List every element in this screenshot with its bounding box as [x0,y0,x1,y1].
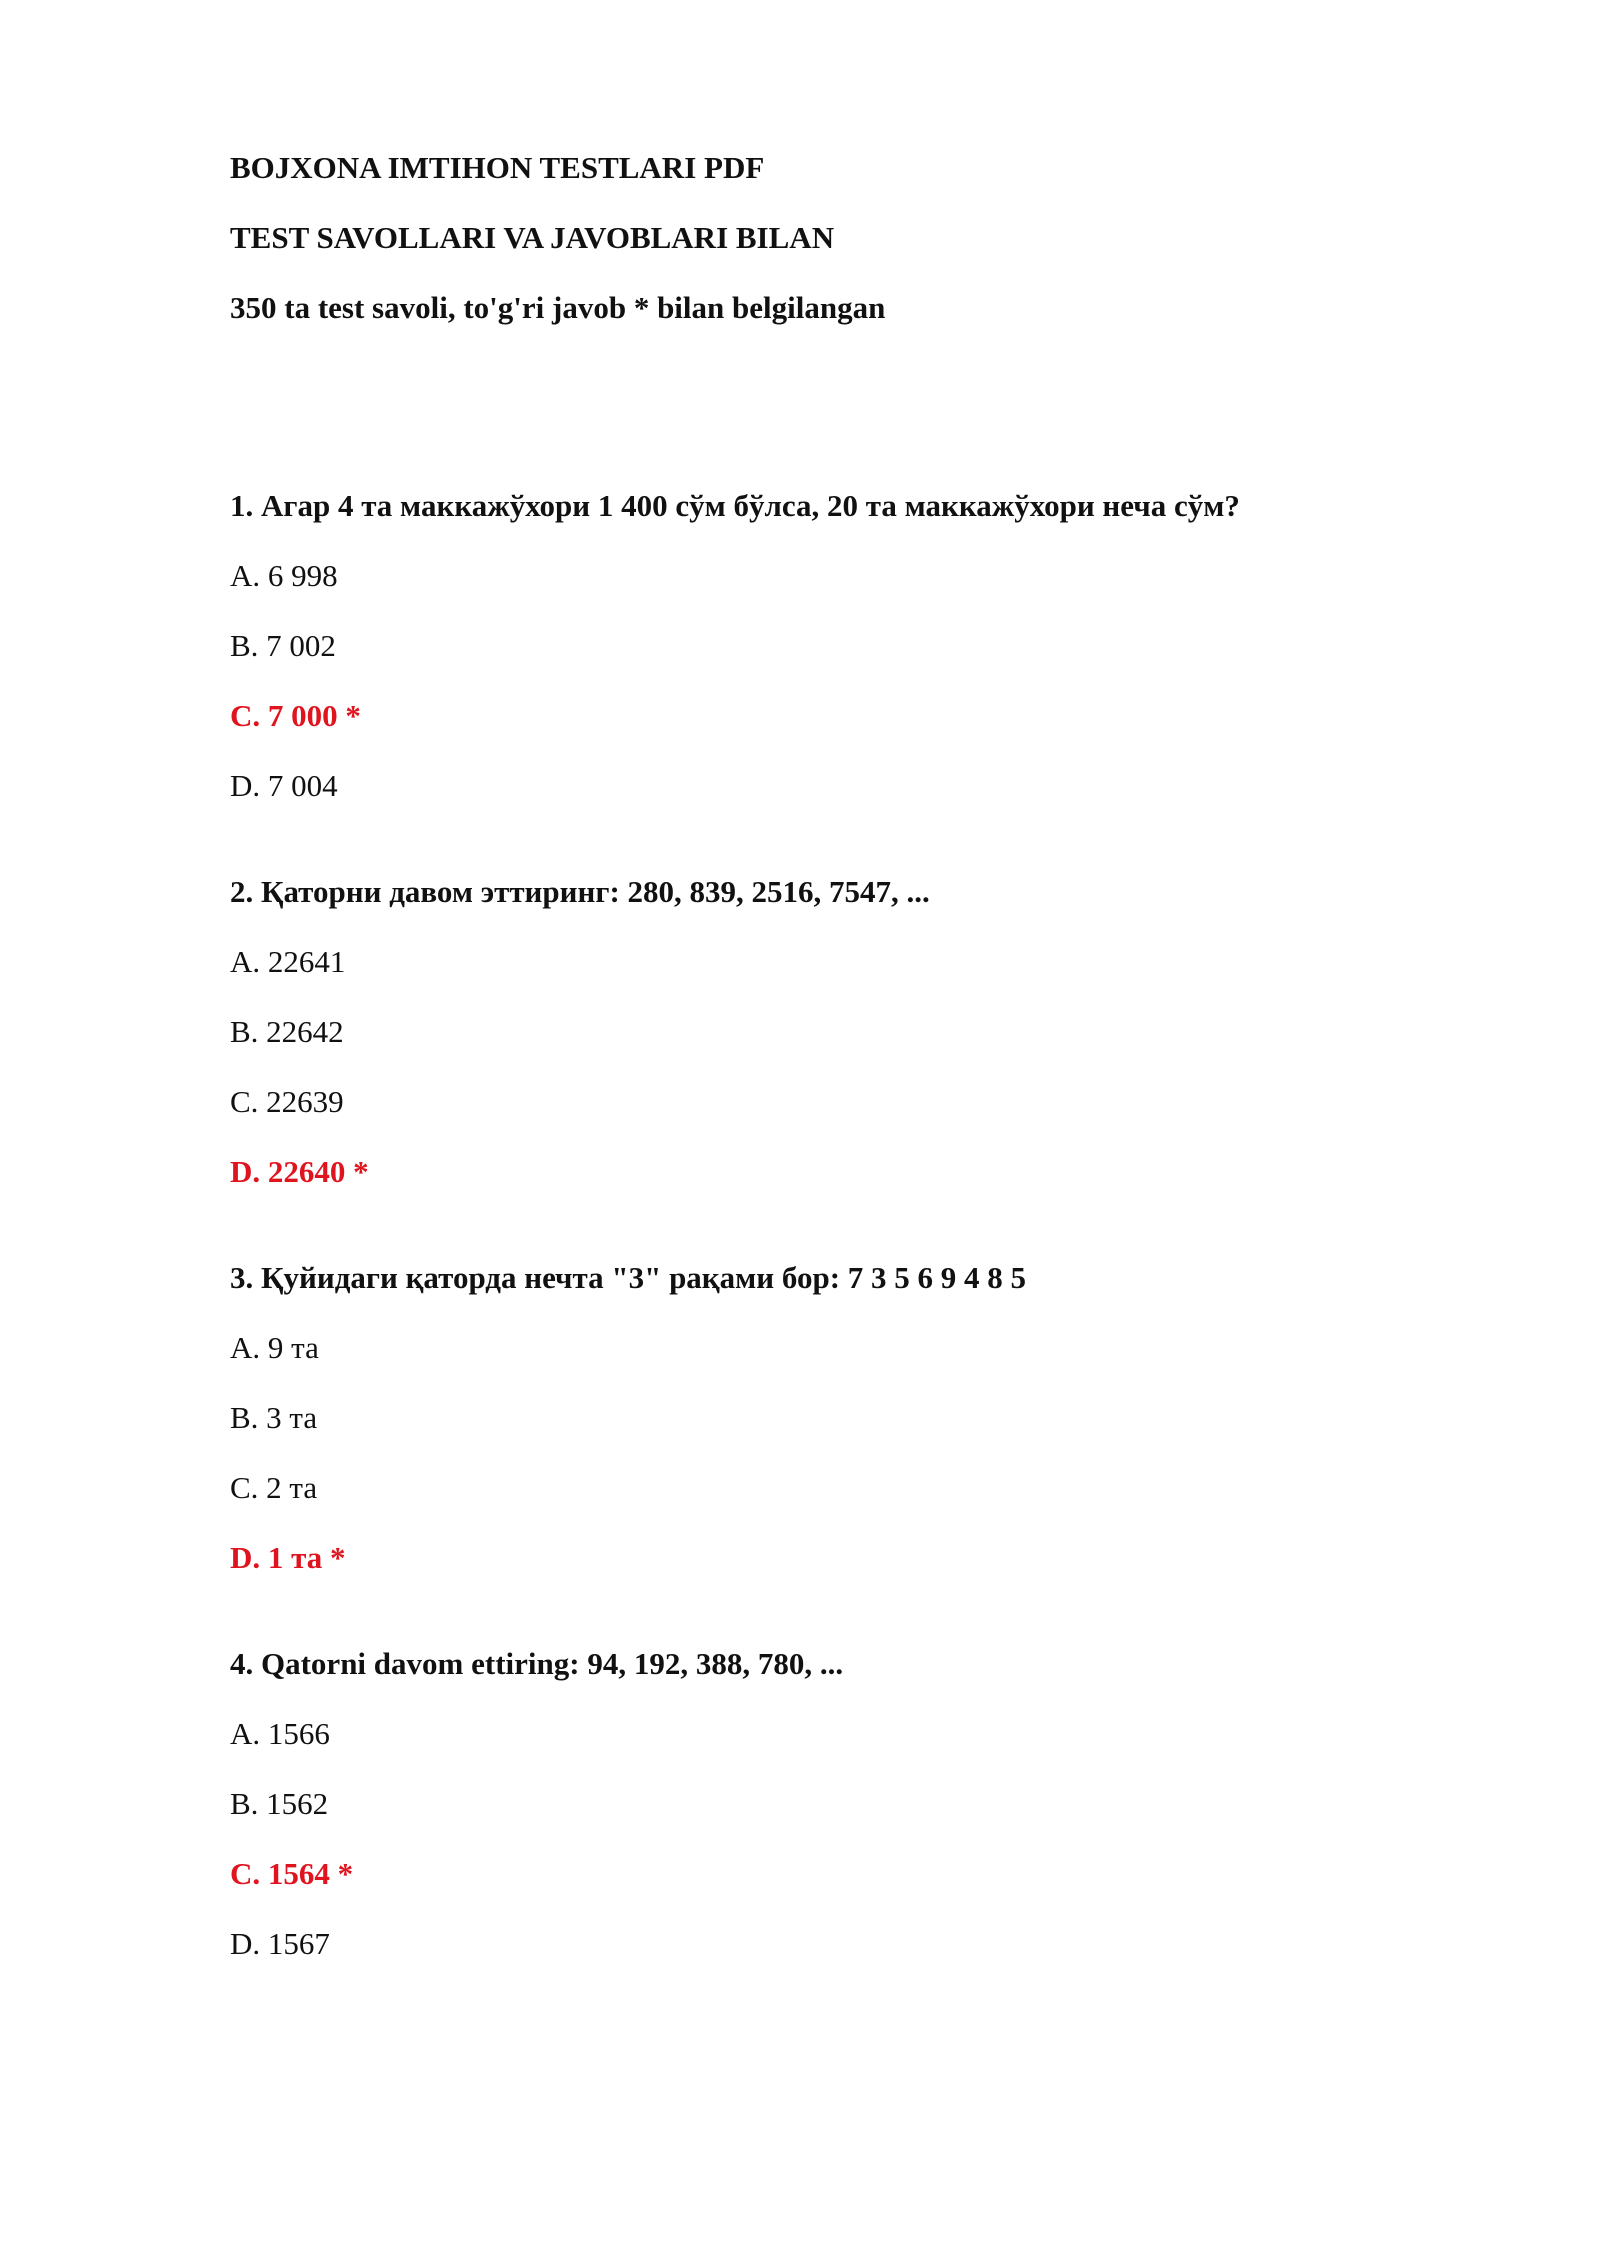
option-d-correct: D. 22640 * [230,1154,369,1189]
option-b: B. 1562 [230,1786,329,1821]
option-a: A. 6 998 [230,558,338,593]
question-text: 1. Агар 4 та маккажўхори 1 400 сўм бўлса, 20 та маккажўхори неча сўм? [230,488,1240,523]
option-c-correct: C. 1564 * [230,1856,354,1891]
document-note: 350 ta test savoli, to'g'ri javob * bilan belgilangan [230,290,886,325]
question-text: 2. Қаторни давом эттиринг: 280, 839, 2516, 7547, ... [230,874,930,909]
option-d: D. 1567 [230,1926,330,1961]
document-page [230,150,1430,2032]
question-3 [230,1260,1430,1576]
option-b: B. 22642 [230,1014,344,1049]
option-b: B. 3 та [230,1400,318,1435]
question-4 [230,1646,1430,1962]
option-a: A. 9 та [230,1330,319,1365]
option-b: B. 7 002 [230,628,336,663]
option-a: A. 1566 [230,1716,330,1751]
option-a: A. 22641 [230,944,346,979]
option-c: C. 22639 [230,1084,344,1119]
question-2 [230,874,1430,1190]
option-d-correct: D. 1 та * [230,1540,346,1575]
question-text: 3. Қуйидаги қаторда нечта "3" рақами бор: 7 3 5 6 9 4 8 5 [230,1260,1027,1295]
question-1 [230,488,1430,804]
option-c: C. 2 та [230,1470,318,1505]
option-c-correct: C. 7 000 * [230,698,361,733]
document-subtitle: TEST SAVOLLARI VA JAVOBLARI BILAN [230,220,835,255]
question-text: 4. Qatorni davom ettiring: 94, 192, 388, 780, ... [230,1646,844,1681]
document-title: BOJXONA IMTIHON TESTLARI PDF [230,150,765,185]
option-d: D. 7 004 [230,768,338,803]
